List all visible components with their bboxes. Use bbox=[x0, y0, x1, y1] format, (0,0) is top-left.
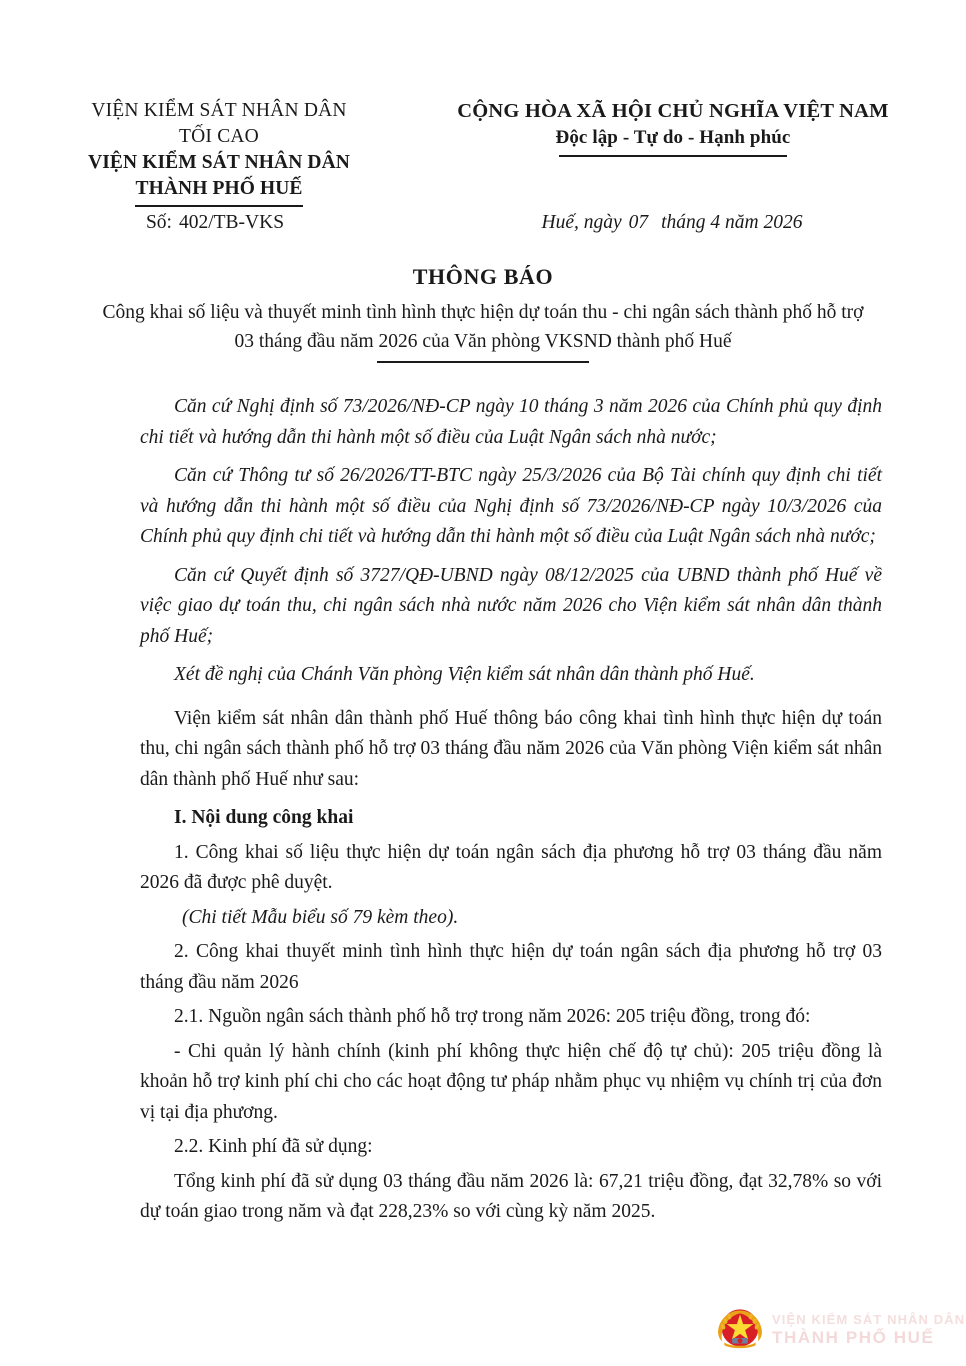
item-1: 1. Công khai số liệu thực hiện dự toán ngân sách địa phương hỗ trợ 03 tháng đầu năm 2026 đã được phê duyệt. bbox=[140, 841, 882, 893]
page-subtitle: Công khai số liệu và thuyết minh tình hình thực hiện dự toán thu - chi ngân sách thành phố hỗ trợ 03 tháng đầu năm 2026 của Văn phòng VKSND thành phố Huế bbox=[102, 302, 864, 352]
item-1-note: (Chi tiết Mẫu biểu số 79 kèm theo). bbox=[182, 906, 459, 928]
national-header bbox=[420, 98, 966, 157]
document-number-label: Số: bbox=[145, 212, 172, 233]
document-meta-row bbox=[0, 212, 966, 234]
org-name-line2: THÀNH PHỐ HUẾ bbox=[135, 178, 303, 199]
document-body bbox=[140, 392, 882, 1228]
item-2-1-detail: - Chi quản lý hành chính (kinh phí không thực hiện chế độ tự chủ): 205 triệu đồng là khoản hỗ trợ kinh phí chi cho các hoạt động tư pháp nhằm phục vụ nhiệm vụ chính trị của đơn vị tại địa phương. bbox=[140, 1040, 882, 1123]
national-motto: Độc lập - Tự do - Hạnh phúc bbox=[555, 127, 791, 148]
document-number-value: 402 bbox=[178, 212, 209, 233]
stamp-line-2: THÀNH PHỐ HUẾ bbox=[772, 1328, 935, 1348]
document-header bbox=[0, 98, 966, 207]
stamp-line-1: VIỆN KIỂM SÁT NHÂN DÂN bbox=[772, 1311, 966, 1327]
legal-basis-4: Xét đề nghị của Chánh Văn phòng Viện kiểm sát nhân dân thành phố Huế. bbox=[174, 664, 755, 685]
legal-basis-2: Căn cứ Thông tư số 26/2026/TT-BTC ngày 25/3/2026 của Bộ Tài chính quy định chi tiết và hướng dẫn thi hành một số điều của Nghị định số 73/2026/NĐ-CP ngày 10/3/2026 của Chính phủ quy định chi tiết và hướng dẫn thi hành một số điều của Luật Ngân sách nhà nước; bbox=[140, 465, 882, 547]
document-number-suffix: /TB-VKS bbox=[208, 212, 285, 233]
date-day: 07 bbox=[628, 212, 649, 233]
title-underline bbox=[377, 361, 589, 363]
title-block bbox=[88, 262, 878, 363]
item-2-1: 2.1. Nguồn ngân sách thành phố hỗ trợ trong năm 2026: 205 triệu đồng, trong đó: bbox=[174, 1006, 811, 1027]
item-2: 2. Công khai thuyết minh tình hình thực hiện dự toán ngân sách địa phương hỗ trợ 03 tháng đầu năm 2026 bbox=[140, 941, 882, 993]
stamp-text bbox=[772, 1311, 965, 1347]
organization-underline bbox=[135, 205, 303, 207]
document-number bbox=[0, 212, 420, 234]
intro-paragraph: Viện kiểm sát nhân dân thành phố Huế thông báo công khai tình hình thực hiện dự toán thu, chi ngân sách thành phố hỗ trợ 03 tháng đầu năm 2026 của Văn phòng Viện kiểm sát nhân dân thành phố Huế như sau: bbox=[140, 707, 882, 790]
vietnam-national-emblem-icon bbox=[712, 1301, 768, 1357]
org-name-line1: VIỆN KIỂM SÁT NHÂN DÂN bbox=[88, 152, 350, 173]
legal-basis-3: Căn cứ Quyết định số 3727/QĐ-UBND ngày 08/12/2025 của UBND thành phố Huế về việc giao dự toán thu, chi ngân sách nhà nước năm 2026 cho Viện kiểm sát nhân dân thành phố Huế; bbox=[140, 564, 882, 647]
legal-basis-1: Căn cứ Nghị định số 73/2026/NĐ-CP ngày 10 tháng 3 năm 2026 của Chính phủ quy định chi tiết và hướng dẫn thi hành một số điều của Luật Ngân sách nhà nước; bbox=[140, 396, 882, 448]
national-motto-underline bbox=[559, 155, 787, 157]
digital-signature-stamp bbox=[712, 1296, 966, 1362]
national-title: CỘNG HÒA XÃ HỘI CHỦ NGHĨA VIỆT NAM bbox=[457, 100, 889, 122]
org-parent-line2: TỐI CAO bbox=[179, 126, 259, 147]
item-2-2: 2.2. Kinh phí đã sử dụng: bbox=[174, 1136, 373, 1157]
issuing-organization bbox=[0, 98, 420, 207]
date-place: Huế, ngày bbox=[541, 212, 622, 233]
date-month-year: tháng 4 năm 2026 bbox=[661, 212, 803, 233]
item-2-2-detail: Tổng kinh phí đã sử dụng 03 tháng đầu năm 2026 là: 67,21 triệu đồng, đạt 32,78% so với dự toán giao trong năm và đạt 228,23% so với cùng kỳ năm 2025. bbox=[140, 1170, 882, 1222]
page-title: THÔNG BÁO bbox=[412, 264, 554, 289]
section-heading-1: I. Nội dung công khai bbox=[174, 807, 354, 828]
org-parent-line1: VIỆN KIỂM SÁT NHÂN DÂN bbox=[91, 100, 347, 121]
document-date bbox=[420, 212, 966, 234]
